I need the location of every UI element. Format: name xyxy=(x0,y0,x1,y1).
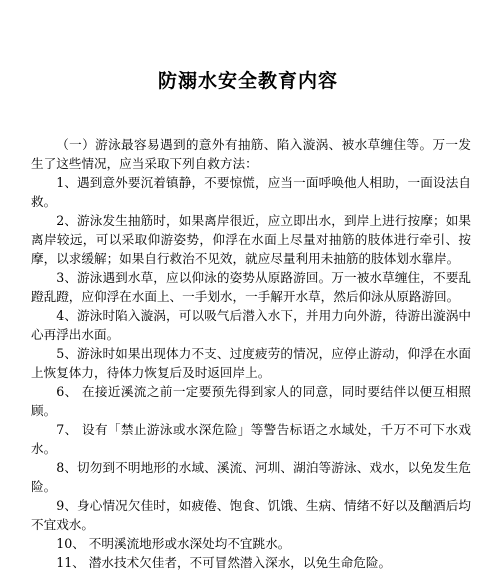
paragraph: 7、 设有「禁止游泳或水深危险」等警告标语之水域处，千万不可下水戏水。 xyxy=(31,422,471,456)
document-title: 防溺水安全教育内容 xyxy=(157,70,338,92)
paragraph: （一）游泳最容易遇到的意外有抽筋、陷入漩涡、被水草缠住等。万一发生了这些情况，应当采取下列自救方法： xyxy=(31,137,471,171)
paragraph: 9、身心情况欠佳时，如疲倦、饱食、饥饿、生病、情绪不好以及酗酒后均不宜戏水。 xyxy=(31,498,471,532)
document-body xyxy=(31,135,471,572)
paragraph: 3、游泳遇到水草，应以仰泳的姿势从原路游回。万一被水草缠住，不要乱蹬乱蹬，应仰浮在水面上、一手划水，一手解开水草，然后仰泳从原路游回。 xyxy=(31,270,471,304)
paragraph: 1、遇到意外要沉着镇静，不要惊慌，应当一面呼唤他人相助，一面设法自救。 xyxy=(31,175,471,209)
paragraph: 2、游泳发生抽筋时，如果离岸很近，应立即出水，到岸上进行按摩；如果离岸较远，可以采取仰游姿势，仰浮在水面上尽量对抽筋的肢体进行牵引、按摩，以求缓解；如果自行救治不见效，就应尽量利用未抽筋的肢体划水靠岸。 xyxy=(31,213,471,266)
paragraph: 11、 潜水技术欠佳者，不可冒然潜入深水，以免生命危险。 xyxy=(56,555,392,570)
paragraph: 5、游泳时如果出现体力不支、过度疲劳的情况，应停止游动，仰浮在水面上恢复体力，待体力恢复后及时返回岸上。 xyxy=(31,346,471,380)
paragraph: 4、游泳时陷入漩涡，可以吸气后潜入水下，并用力向外游，待游出漩涡中心再浮出水面。 xyxy=(31,308,471,342)
paragraph: 8、切勿到不明地形的水域、溪流、河圳、湖泊等游泳、戏水，以免发生危险。 xyxy=(31,460,471,494)
paragraph: 6、 在接近溪流之前一定要预先得到家人的同意，同时要结伴以便互相照顾。 xyxy=(31,384,471,418)
paragraph: 10、 不明溪流地形或水深处均不宜跳水。 xyxy=(56,536,291,551)
